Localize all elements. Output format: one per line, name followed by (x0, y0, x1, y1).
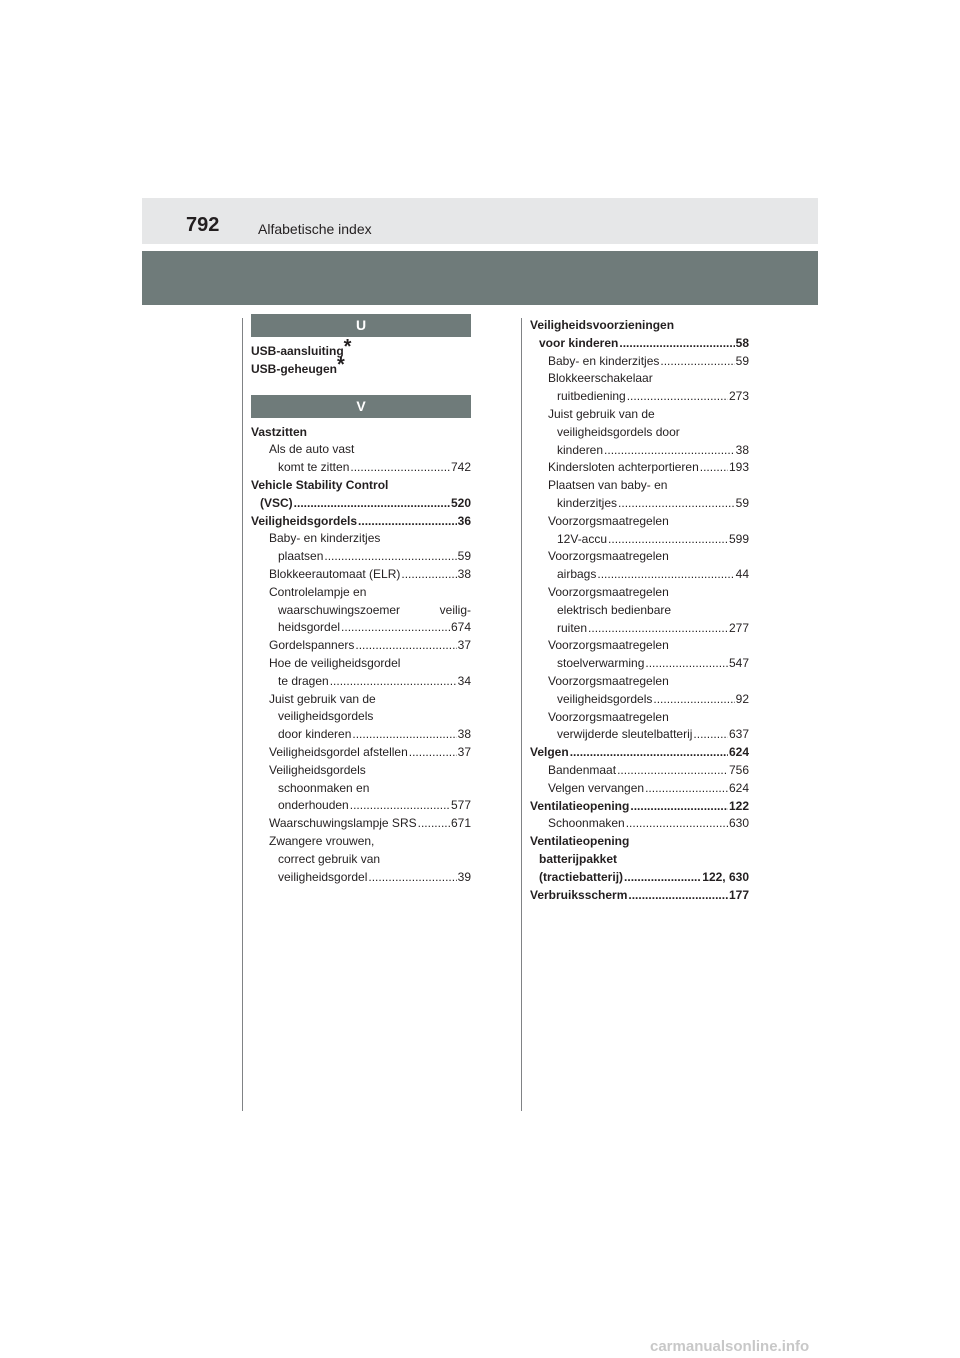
index-column-1 (251, 314, 471, 886)
index-subentry: Bandenmaat ..... 756 (548, 762, 749, 780)
index-subentry: ruitbediening ..... 273 (557, 388, 749, 406)
index-subentry: Juist gebruik van de (269, 691, 376, 706)
index-subentry: Hoe de veiligheidsgordel (269, 655, 401, 670)
index-entry: batterijpakket (539, 851, 618, 866)
index-subentry: plaatsen ..... 59 (278, 548, 471, 566)
index-subentry: Veiligheidsgordel afstellen ..... 37 (269, 744, 471, 762)
index-subentry: heidsgordel ..... 674 (278, 619, 471, 637)
index-subentry: 12V-accu ..... 599 (557, 531, 749, 549)
index-subentry: Waarschuwingslampje SRS ..... 671 (269, 815, 471, 833)
index-subentry: door kinderen ..... 38 (278, 726, 471, 744)
index-entry: Verbruiksscherm ..... 177 (530, 887, 749, 905)
index-subentry: Baby- en kinderzitjes ..... 59 (548, 353, 749, 371)
index-subentry: kinderen ..... 38 (557, 442, 749, 460)
index-subentry: correct gebruik van (278, 851, 381, 866)
index-entry: Vastzitten (251, 424, 308, 439)
index-subentry: Voorzorgsmaatregelen (548, 709, 669, 724)
index-subentry: Voorzorgsmaatregelen (548, 513, 669, 528)
index-subentry: Controlelampje en (269, 584, 367, 599)
index-subentry: verwijderde sleutelbatterij ..... 637 (557, 726, 749, 744)
index-subentry: airbags ..... 44 (557, 566, 749, 584)
index-entry: Velgen ..... 624 (530, 744, 749, 762)
index-subentry: Voorzorgsmaatregelen (548, 638, 669, 653)
page-number: 792 (186, 214, 220, 236)
index-subentry: Voorzorgsmaatregelen (548, 673, 669, 688)
index-subentry: Blokkeerschakelaar (548, 371, 653, 386)
header-bar (142, 198, 818, 244)
index-subentry: veiligheidsgordels door (557, 424, 680, 439)
index-subentry: schoonmaken en (278, 780, 370, 795)
watermark: carmanualsonline.info (650, 1338, 810, 1355)
index-subentry: kinderzitjes ..... 59 (557, 495, 749, 513)
column-divider-right (521, 318, 522, 1111)
index-subentry: Voorzorgsmaatregelen (548, 549, 669, 564)
index-entry: Veiligheidsgordels ..... 36 (251, 513, 471, 531)
index-subentry: Schoonmaken ..... 630 (548, 815, 749, 833)
index-subentry: Voorzorgsmaatregelen (548, 584, 669, 599)
index-subentry: waarschuwingszoemer veilig- (278, 602, 471, 617)
index-entry: Ventilatieopening ..... 122 (530, 798, 749, 816)
column-divider-left (242, 318, 243, 1111)
section-title: Alfabetische index (258, 221, 372, 237)
index-subentry: Plaatsen van baby- en (548, 478, 668, 493)
header-band (142, 251, 818, 305)
index-subentry: te dragen ..... 34 (278, 673, 471, 691)
index-subentry: stoelverwarming ..... 547 (557, 655, 749, 673)
letter-heading-v: V (251, 395, 471, 418)
index-subentry: veiligheidsgordel ..... 39 (278, 869, 471, 887)
index-subentry: Juist gebruik van de (548, 406, 655, 421)
index-column-2 (530, 317, 749, 904)
index-entry: (VSC) ..... 520 (260, 495, 471, 513)
index-entry: USB-aansluiting* (251, 336, 352, 358)
index-entry: Vehicle Stability Control (251, 477, 389, 492)
index-subentry: Baby- en kinderzitjes (269, 531, 381, 546)
index-entry: USB-geheugen* (251, 353, 345, 376)
index-subentry: Kindersloten achterportieren ..... 193 (548, 459, 749, 477)
index-subentry: elektrisch bedienbare (557, 602, 672, 617)
index-entry: Veiligheidsvoorzieningen (530, 318, 675, 332)
index-subentry: Zwangere vrouwen, (269, 833, 375, 848)
index-subentry: Velgen vervangen ..... 624 (548, 780, 749, 798)
index-subentry: ruiten ..... 277 (557, 620, 749, 638)
index-subentry: Blokkeerautomaat (ELR) ..... 38 (269, 566, 471, 584)
index-entry: voor kinderen ..... 58 (539, 335, 749, 353)
index-subentry: onderhouden ..... 577 (278, 797, 471, 815)
index-entry: (tractiebatterij) ..... 122, 630 (539, 869, 749, 887)
index-subentry: Veiligheidsgordels (269, 762, 366, 777)
index-subentry: veiligheidsgordels ..... 92 (557, 691, 749, 709)
letter-heading-u: U (251, 314, 471, 337)
index-subentry: Gordelspanners ..... 37 (269, 637, 471, 655)
index-subentry: veiligheidsgordels (278, 709, 374, 724)
index-entry: Ventilatieopening (530, 834, 630, 849)
index-subentry: komt te zitten ..... 742 (278, 459, 471, 477)
index-subentry: Als de auto vast (269, 442, 355, 457)
